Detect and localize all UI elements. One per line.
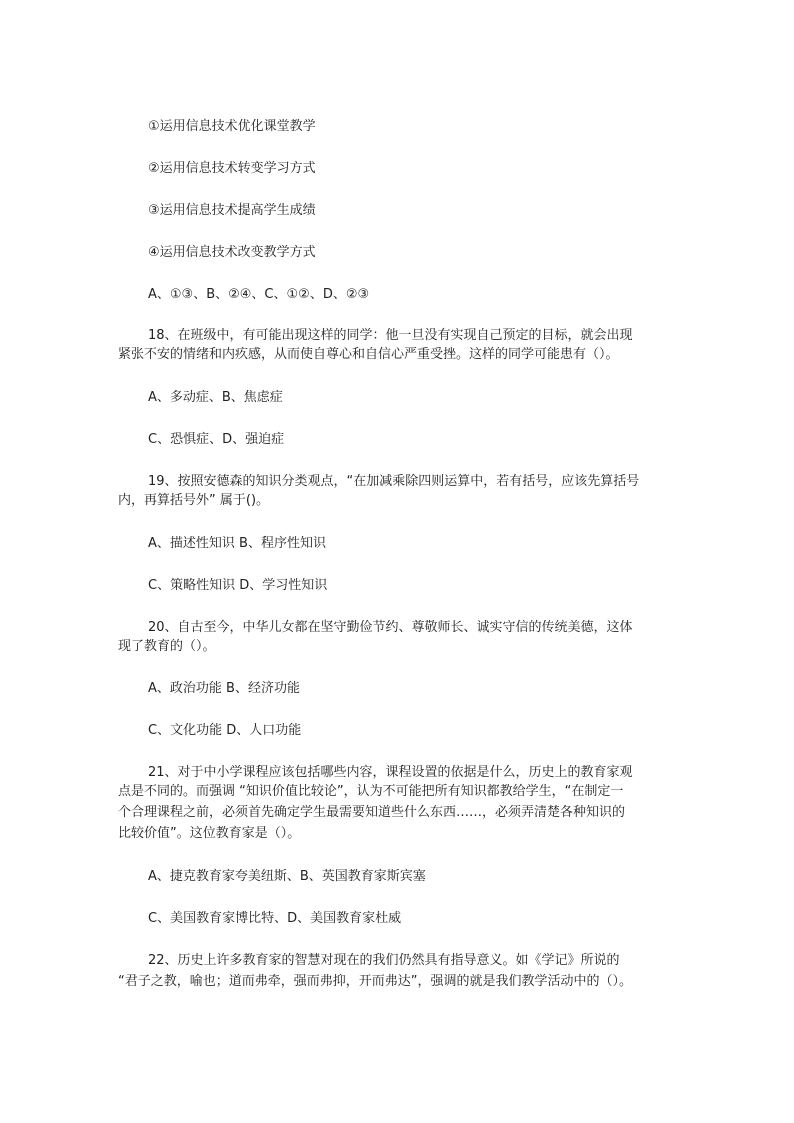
- question-18-text: 18、在班级中，有可能出现这样的同学：他一旦没有实现自己预定的目标，就会出现: [148, 328, 633, 343]
- question-22-text-cont: “君子之教，喻也；道而弗牵，强而弗抑，开而弗达”，强调的就是我们教学活动中的（）。: [118, 974, 632, 989]
- question-21-text-cont-2: 个合理课程之前，必须首先确定学生最需要知道些什么东西……，必须弄清楚各种知识的: [118, 805, 626, 820]
- answer-choices-21-cd: C、美国教育家博比特、D、美国教育家杜威: [148, 911, 402, 926]
- option-item-3: ③运用信息技术提高学生成绩: [148, 203, 316, 218]
- question-21-text: 21、对于中小学课程应该包括哪些内容，课程设置的依据是什么，历史上的教育家观: [148, 765, 633, 780]
- answer-choices-17: A、①③、B、②④、C、①②、D、②③: [148, 287, 370, 302]
- answer-choices-19-cd: C、策略性知识 D、学习性知识: [148, 578, 328, 593]
- question-20-text-cont: 现了教育的（）。: [118, 639, 216, 654]
- answer-choices-21-ab: A、捷克教育家夸美纽斯、B、英国教育家斯宾塞: [148, 869, 426, 884]
- answer-choices-18-ab: A、多动症、B、焦虑症: [148, 390, 283, 405]
- question-19-text-cont: 内，再算括号外” 属于()。: [118, 493, 270, 508]
- answer-choices-19-ab: A、描述性知识 B、程序性知识: [148, 536, 326, 551]
- option-item-4: ④运用信息技术改变教学方式: [148, 245, 316, 260]
- option-item-1: ①运用信息技术优化课堂教学: [148, 119, 316, 134]
- option-item-2: ②运用信息技术转变学习方式: [148, 161, 316, 176]
- answer-choices-20-cd: C、文化功能 D、人口功能: [148, 723, 302, 738]
- answer-choices-18-cd: C、恐惧症、D、强迫症: [148, 432, 285, 447]
- question-19-text: 19、按照安德森的知识分类观点，“在加减乘除四则运算中，若有括号，应该先算括号: [148, 474, 640, 489]
- question-20-text: 20、自古至今，中华儿女都在坚守勤俭节约、尊敬师长、诚实守信的传统美德，这体: [148, 620, 633, 635]
- question-21-text-cont-3: 比较价值”。这位教育家是（）。: [118, 826, 301, 841]
- question-22-text: 22、历史上许多教育家的智慧对现在的我们仍然具有指导意义。如《学记》所说的: [148, 953, 620, 968]
- question-18-text-cont: 紧张不安的情绪和内疚感，从而使自尊心和自信心严重受挫。这样的同学可能患有（）。: [118, 347, 619, 362]
- question-21-text-cont-1: 点是不同的。而强调 “知识价值比较论”，认为不可能把所有知识都教给学生，“在制定一: [118, 784, 624, 799]
- answer-choices-20-ab: A、政治功能 B、经济功能: [148, 681, 300, 696]
